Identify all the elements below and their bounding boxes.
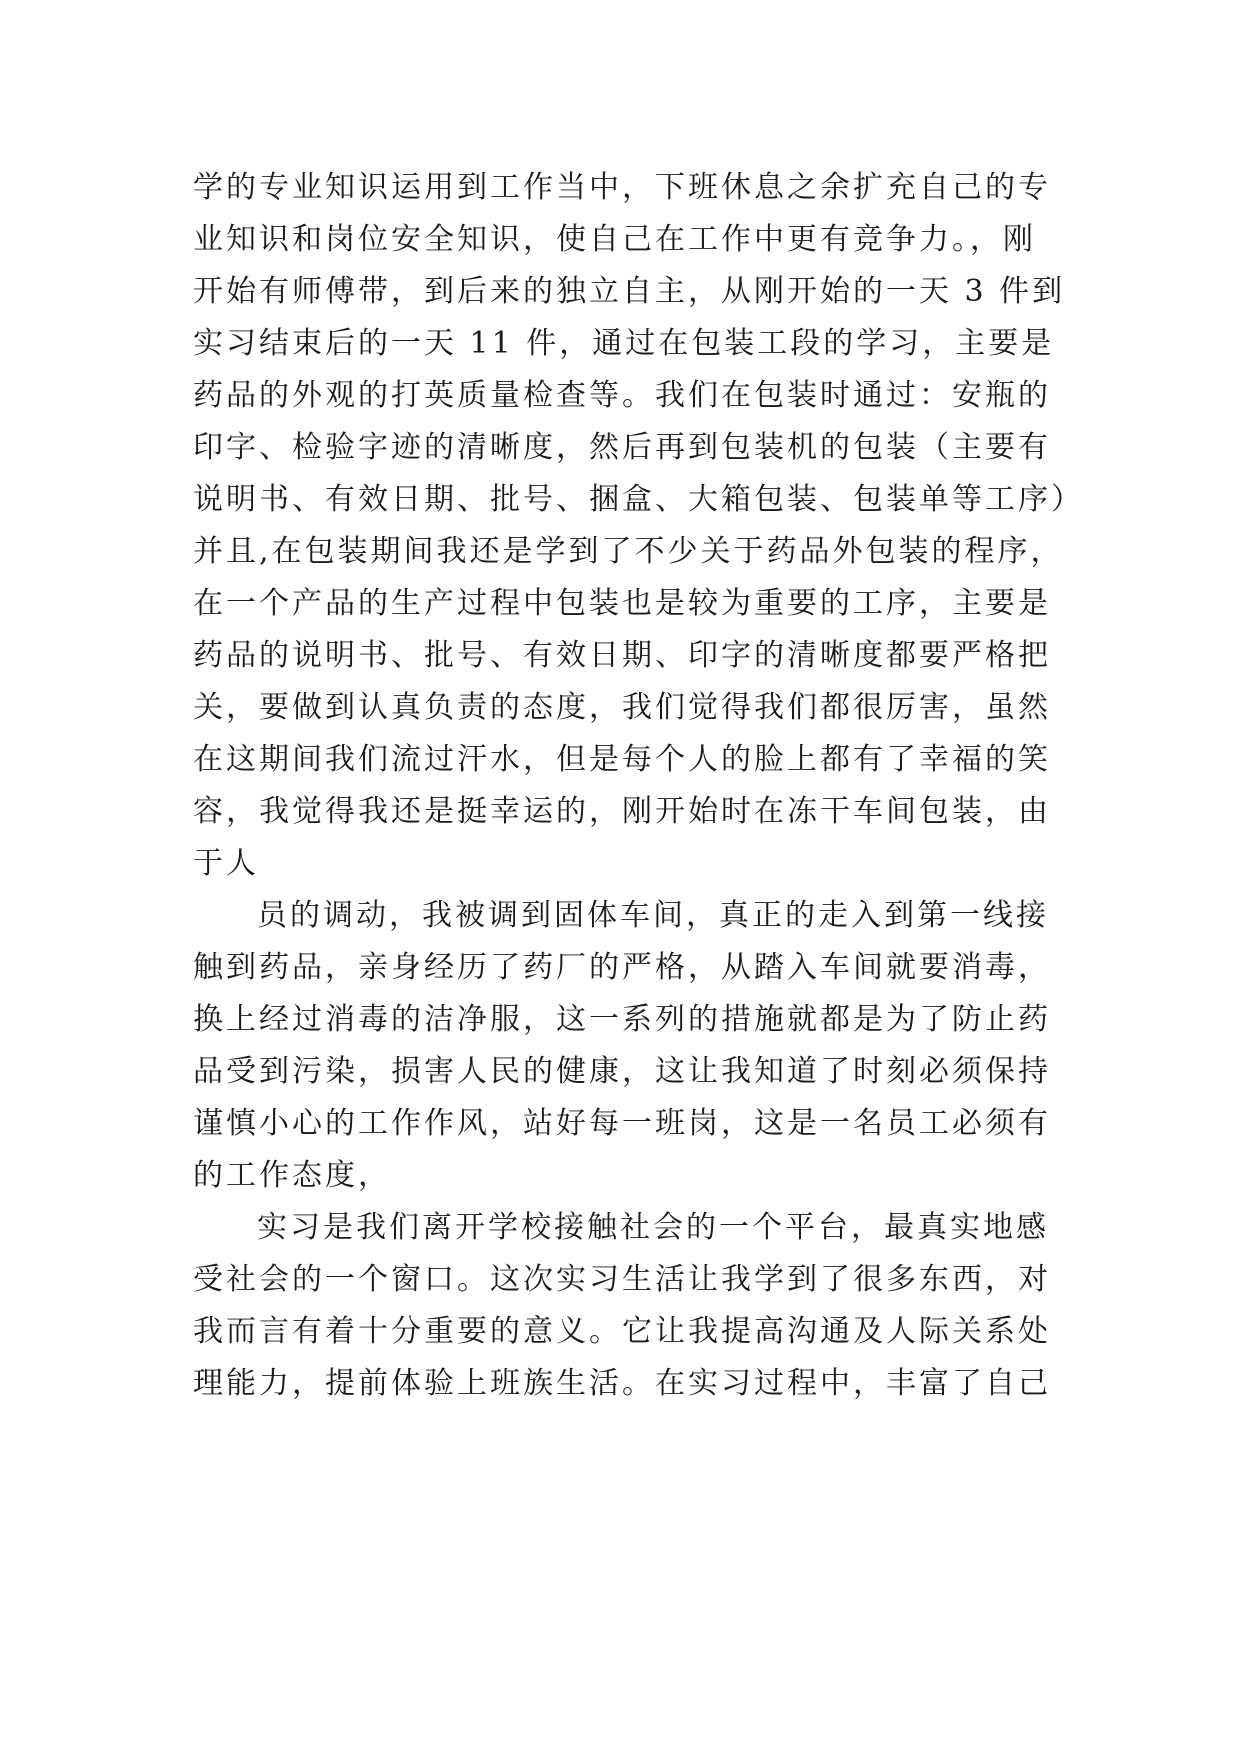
body-text — [193, 162, 1084, 1410]
text-line: 关，要做到认真负责的态度，我们觉得我们都很厉害，虽然 — [193, 690, 1051, 725]
text-line: 药品的说明书、批号、有效日期、印字的清晰度都要严格把 — [193, 638, 1051, 673]
text-line: 实习结束后的一天 11 件，通过在包装工段的学习，主要是 — [193, 326, 1055, 361]
text-line: 理能力，提前体验上班族生活。在实习过程中，丰富了自己 — [193, 1366, 1051, 1401]
text-line: 在一个产品的生产过程中包装也是较为重要的工序，主要是 — [193, 586, 1051, 621]
paragraph — [193, 162, 1084, 890]
paragraph — [193, 1202, 1063, 1410]
text-line: 药品的外观的打英质量检查等。我们在包装时通过：安瓶的 — [193, 378, 1051, 413]
text-line: 谨慎小心的工作作风，站好每一班岗，这是一名员工必须有 — [193, 1106, 1051, 1141]
text-line: 于人 — [193, 846, 259, 881]
text-line: 印字、检验字迹的清晰度，然后再到包装机的包装（主要有 — [193, 430, 1051, 465]
text-line: 容，我觉得我还是挺幸运的，刚开始时在冻干车间包装，由 — [193, 794, 1051, 829]
text-line: 说明书、有效日期、批号、捆盒、大箱包装、包装单等工序） — [193, 482, 1084, 517]
text-line: 在这期间我们流过汗水，但是每个人的脸上都有了幸福的笑 — [193, 742, 1051, 777]
text-line: 我而言有着十分重要的意义。它让我提高沟通及人际关系处 — [193, 1314, 1051, 1349]
text-line: 开始有师傅带，到后来的独立自主，从刚开始的一天 3 件到 — [193, 274, 1066, 309]
text-line: 品受到污染，损害人民的健康，这让我知道了时刻必须保持 — [193, 1054, 1051, 1089]
text-line: 实习是我们离开学校接触社会的一个平台，最真实地感 — [257, 1210, 1049, 1245]
text-line: 学的专业知识运用到工作当中，下班休息之余扩充自己的专 — [193, 170, 1051, 205]
text-line: 员的调动，我被调到固体车间，真正的走入到第一线接 — [257, 898, 1049, 933]
paragraph — [193, 890, 1063, 1202]
text-line: 受社会的一个窗口。这次实习生活让我学到了很多东西，对 — [193, 1262, 1051, 1297]
text-line: 的工作态度， — [193, 1158, 391, 1193]
text-line: 触到药品，亲身经历了药厂的严格，从踏入车间就要消毒， — [193, 950, 1051, 985]
text-line: 换上经过消毒的洁净服，这一系列的措施就都是为了防止药 — [193, 1002, 1051, 1037]
text-line: 并且,在包装期间我还是学到了不少关于药品外包装的程序， — [193, 534, 1064, 569]
text-line: 业知识和岗位安全知识，使自己在工作中更有竞争力。，刚 — [193, 222, 1036, 257]
